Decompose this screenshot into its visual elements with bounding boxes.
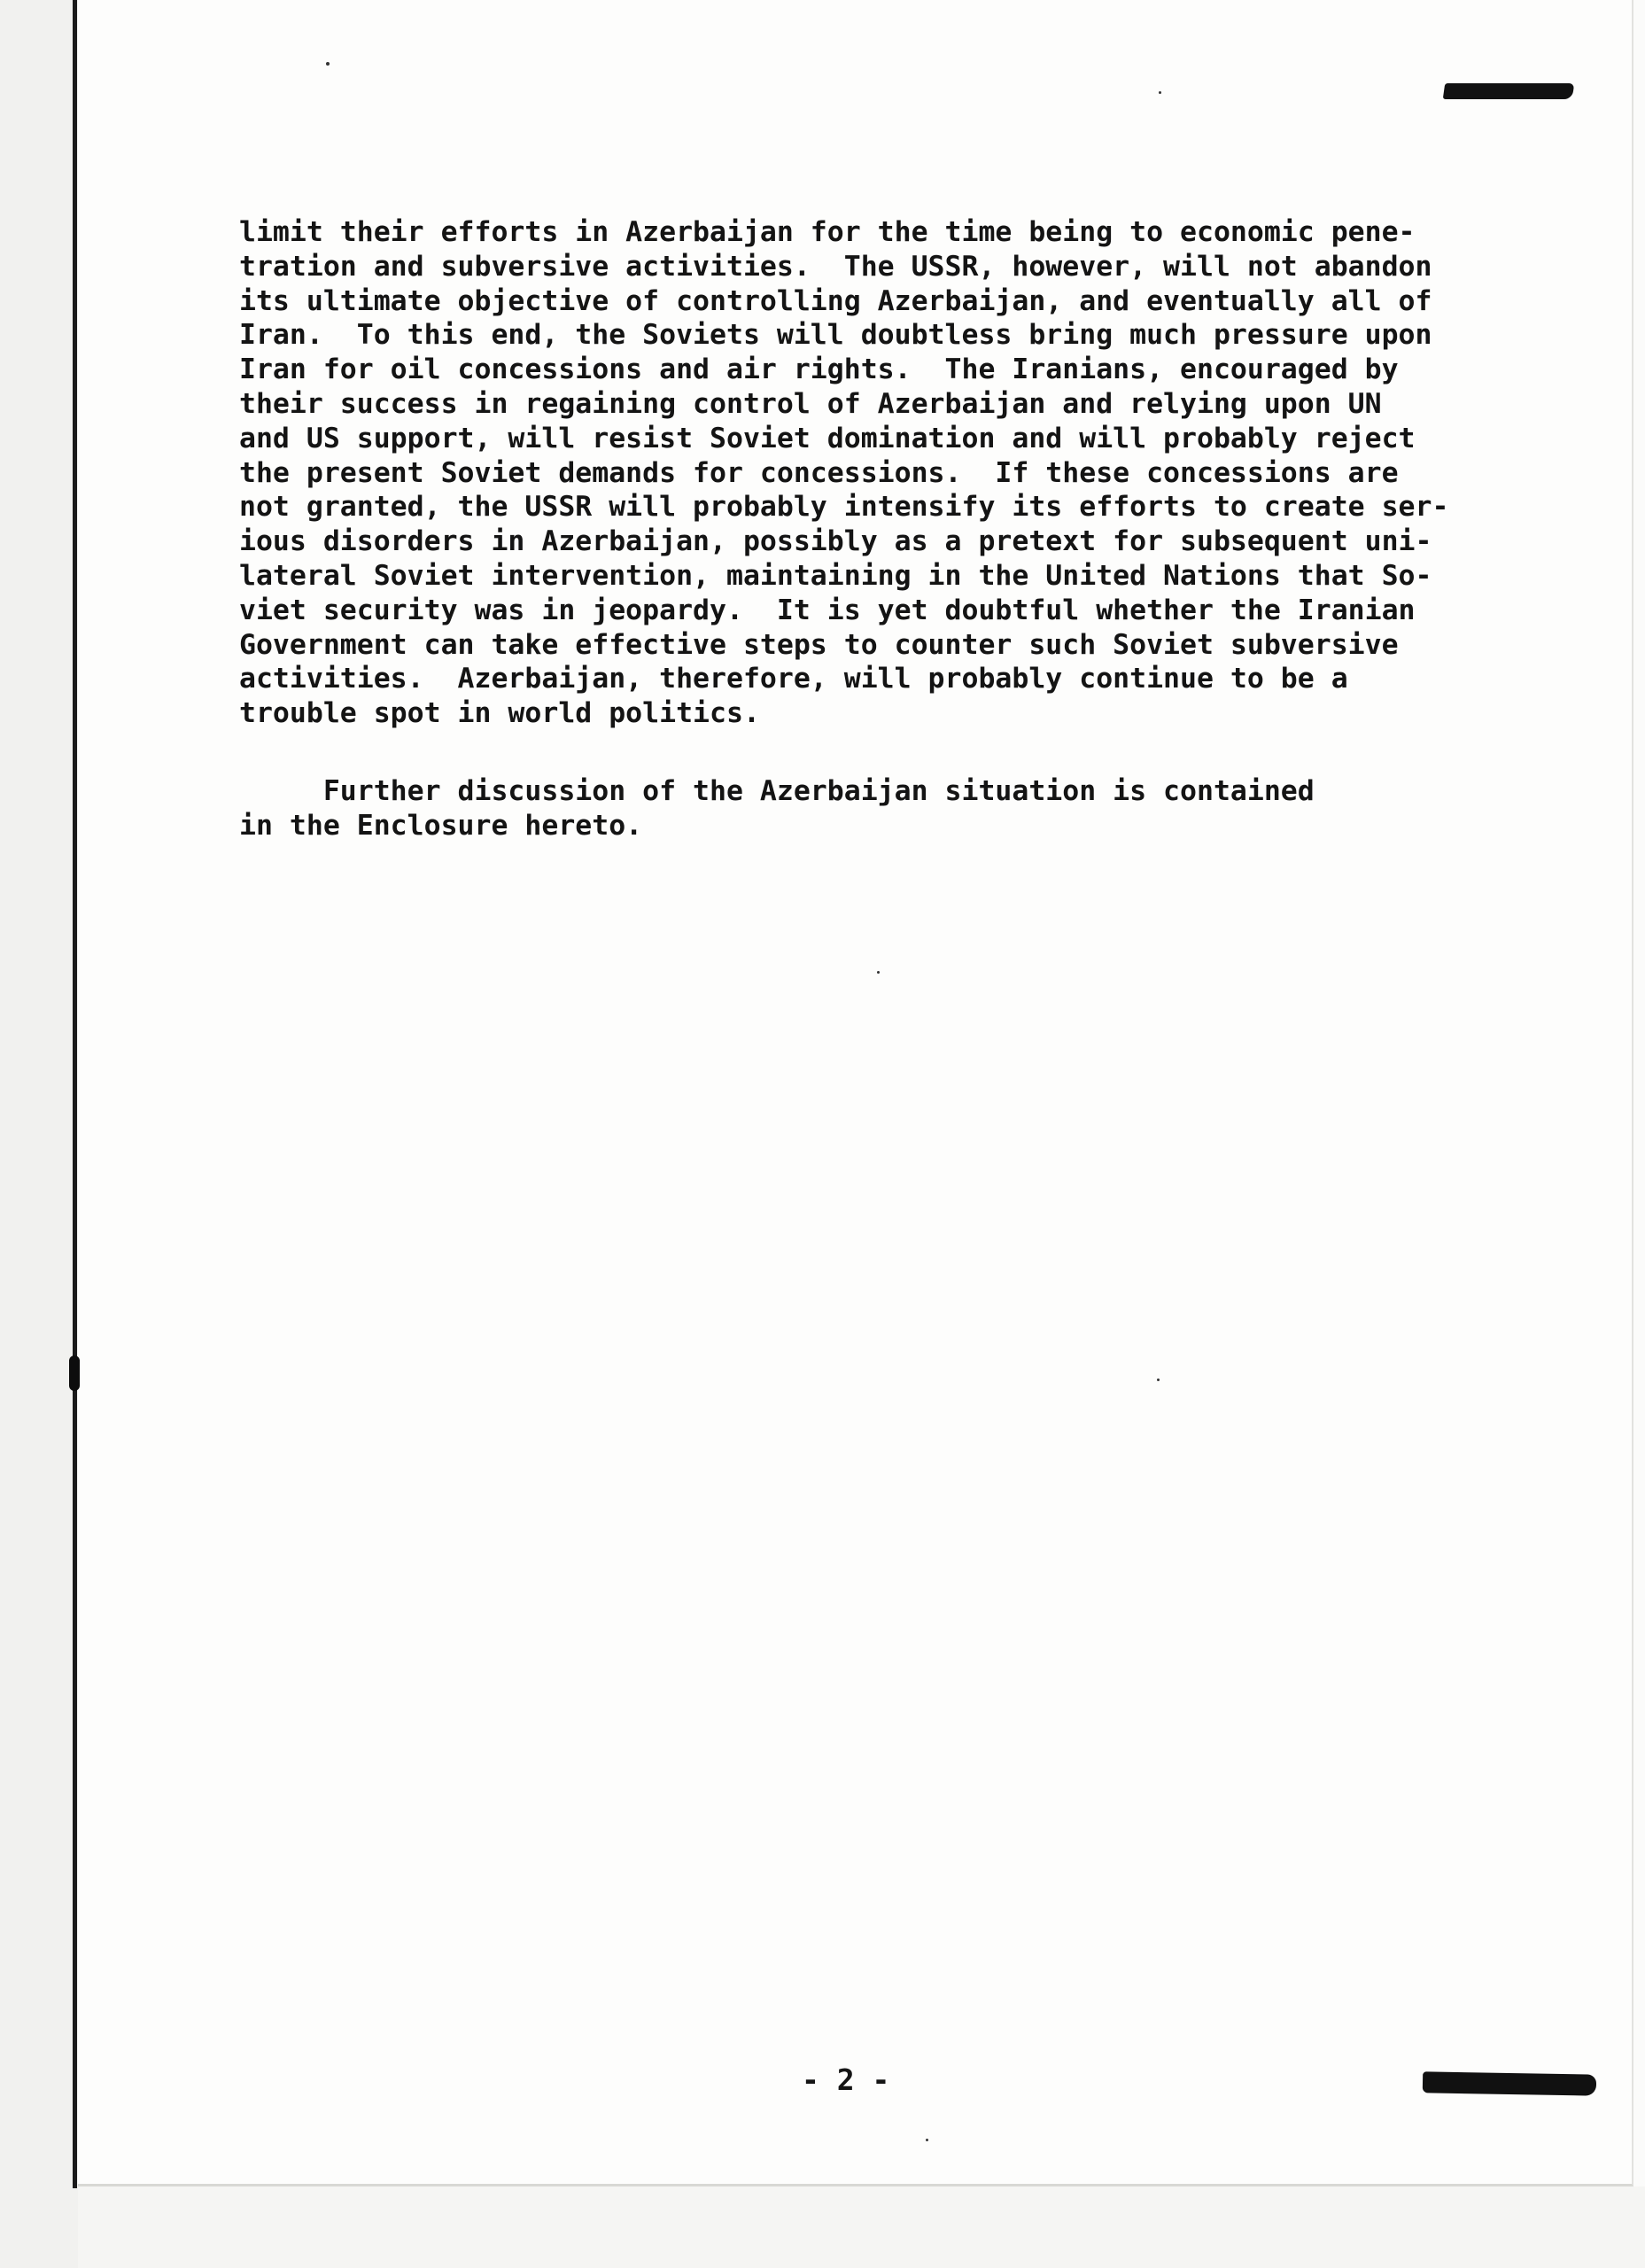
paragraph-2: [239, 773, 1497, 843]
speck: [877, 971, 880, 974]
page-number: - 2 -: [802, 2062, 890, 2097]
text-line: Iran. To this end, the Soviets will doubtless bring much pressure upon: [239, 319, 1432, 352]
speck: [326, 62, 330, 66]
text-line: and US support, will resist Soviet domination and will probably reject: [239, 422, 1416, 454]
text-line: its ultimate objective of controlling Azerbaijan, and eventually all of: [239, 284, 1432, 317]
text-line: not granted, the USSR will probably intensify its efforts to create ser-: [239, 491, 1449, 524]
text-line: viet security was in jeopardy. It is yet doubtful whether the Iranian: [239, 594, 1416, 626]
redacted-classification-mark-bottom: [1423, 2071, 1596, 2095]
speck: [1159, 91, 1161, 94]
left-margin-strip: [0, 0, 78, 2268]
speck: [1157, 1379, 1160, 1381]
binding-edge: [73, 0, 77, 2188]
text-line: the present Soviet demands for concessions. If these concessions are: [239, 456, 1399, 489]
text-line: tration and subversive activities. The USSR, however, will not abandon: [239, 250, 1432, 283]
text-line: ious disorders in Azerbaijan, possibly as a pretext for subsequent uni-: [239, 525, 1432, 558]
text-line: trouble spot in world politics.: [239, 697, 760, 730]
text-line: their success in regaining control of Azerbaijan and relying upon UN: [239, 387, 1382, 420]
text-line: Further discussion of the Azerbaijan situation is contained: [239, 775, 1315, 807]
text-line: lateral Soviet intervention, maintaining in the United Nations that So-: [239, 559, 1432, 592]
scanner-bed: [78, 2186, 1645, 2268]
binding-hole: [69, 1355, 80, 1391]
speck: [926, 2139, 928, 2141]
text-line: Government can take effective steps to counter such Soviet subversive: [239, 628, 1399, 661]
text-line: limit their efforts in Azerbaijan for the time being to economic pene-: [239, 216, 1416, 248]
paragraph-1: [239, 215, 1497, 731]
text-line: Iran for oil concessions and air rights. The Iranians, encouraged by: [239, 353, 1399, 386]
text-line: in the Enclosure hereto.: [239, 809, 643, 842]
text-line: activities. Azerbaijan, therefore, will probably continue to be a: [239, 663, 1348, 695]
redacted-classification-mark-top: [1443, 83, 1575, 99]
